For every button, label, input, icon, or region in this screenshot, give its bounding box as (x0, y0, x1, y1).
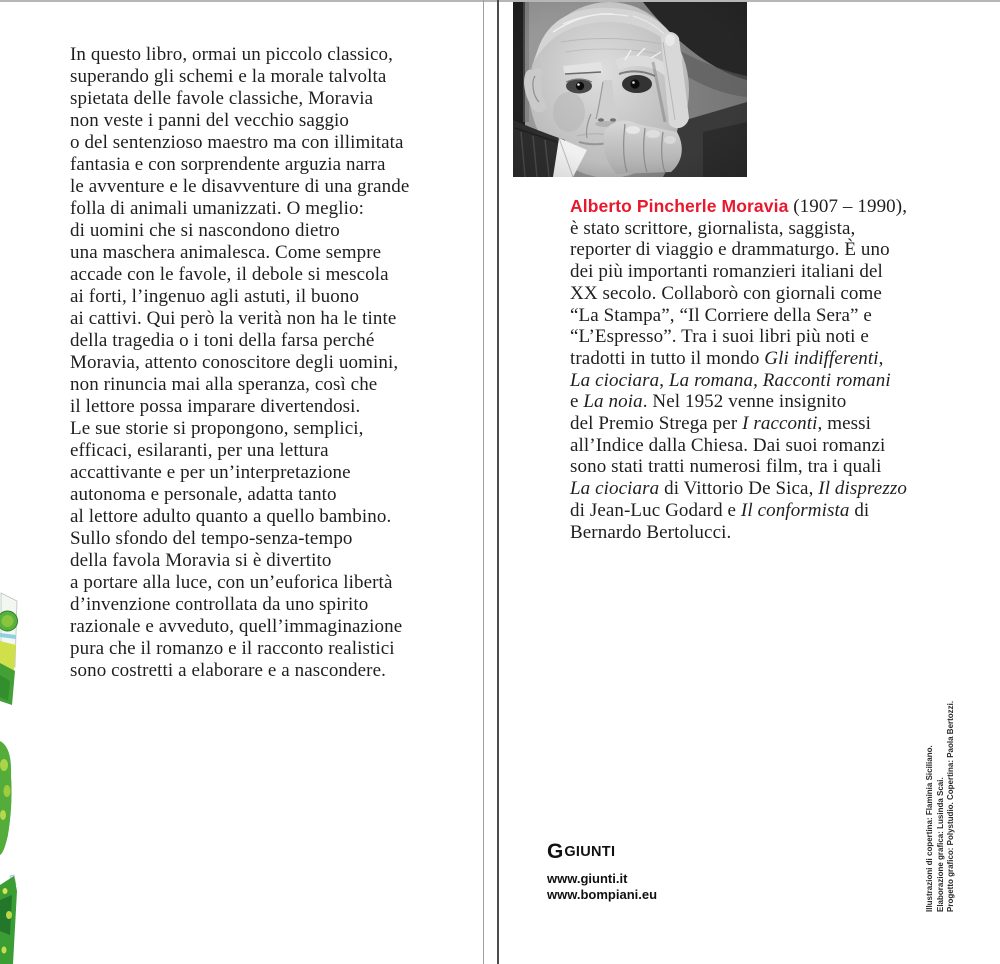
text-line: sono costretti a elaborare e a nascondere. (70, 660, 386, 681)
publisher-websites (547, 871, 657, 902)
text-line: razionale e avveduto, quell’immaginazione (70, 616, 403, 637)
back-cover-blurb (70, 44, 409, 682)
text-line: Progetto grafico: Polystudio. Copertina: Paola Bertozzi. (946, 700, 955, 912)
text-line: superando gli schemi e la morale talvolta (70, 66, 387, 87)
text-line: di Jean-Luc Godard e Il conformista di (570, 499, 870, 521)
text-line: Bernardo Bertolucci. (570, 521, 732, 543)
author-photo (513, 2, 747, 177)
text-line: le avventure e le disavventure di una grande (70, 176, 410, 197)
author-name: Alberto Pincherle Moravia (570, 196, 789, 216)
production-credits (925, 682, 957, 912)
website-giunti: www.giunti.it (547, 871, 628, 886)
text-line: Illustrazioni di copertina: Flaminia Siciliano. (925, 745, 934, 912)
text-line: di uomini che si nascondono dietro (70, 220, 340, 241)
text-line: dei più importanti romanzieri italiani del (570, 261, 883, 283)
text-line: pura che il romanzo e il racconto realistici (70, 638, 395, 659)
text-line: La ciociara di Vittorio De Sica, Il disprezzo (570, 478, 907, 500)
author-bio (570, 196, 907, 543)
text-line: “L’Espresso”. Tra i suoi libri più noti e (570, 326, 869, 348)
text-line: ai cattivi. Qui però la verità non ha le tinte (70, 308, 397, 329)
text-line: In questo libro, ormai un piccolo classico, (70, 44, 394, 65)
giunti-logo (547, 842, 657, 862)
text-line: non rinuncia mai alla speranza, così che (70, 374, 378, 395)
text-line: il lettore possa imparare divertendosi. (70, 396, 361, 417)
text-line: è stato scrittore, giornalista, saggista, (570, 217, 856, 239)
text-line: una maschera animalesca. Come sempre (70, 242, 382, 263)
text-line: del Premio Strega per I racconti, messi (570, 413, 871, 435)
text-line: o del sentenzioso maestro ma con illimitata (70, 132, 404, 153)
text-line: Elaborazione grafica: Lusinda Scai. (935, 777, 945, 912)
fold-line-right (497, 0, 499, 964)
text-line: a portare alla luce, con un’euforica libertà (70, 572, 393, 593)
text-line: ai forti, l’ingenuo agli astuti, il buono (70, 286, 360, 307)
giunti-logo-text: GIUNTI (564, 844, 616, 860)
text-line: della tragedia o i toni della farsa perché (70, 330, 375, 351)
text-line: Sullo sfondo del tempo-senza-tempo (70, 528, 353, 549)
text-line: reporter di viaggio e drammaturgo. È uno (570, 239, 890, 261)
fold-line-left (483, 0, 484, 964)
giunti-g-icon: G (547, 840, 563, 863)
text-line: accade con le favole, il debole si mescola (70, 264, 389, 285)
text-line: Moravia, attento conoscitore degli uomini, (70, 352, 399, 373)
text-line: autonoma e personale, adatta tanto (70, 484, 337, 505)
website-bompiani: www.bompiani.eu (547, 886, 658, 902)
top-edge-line (0, 0, 1000, 2)
text-line: spietata delle favole classiche, Moravia (70, 88, 374, 109)
text-line: folla di animali umanizzati. O meglio: (70, 198, 364, 219)
text-line: Le sue storie si propongono, semplici, (70, 418, 364, 439)
text-line: XX secolo. Collaborò con giornali come (570, 282, 882, 304)
text-line: e La noia. Nel 1952 venne insignito (570, 391, 847, 413)
text-line: Alberto Pincherle Moravia (1907 – 1990), (570, 196, 908, 217)
publisher-block (547, 842, 657, 902)
text-line: al lettore adulto quanto a quello bambino. (70, 506, 392, 527)
text-line: tradotti in tutto il mondo Gli indifferenti, (570, 347, 884, 369)
text-line: d’invenzione controllata da uno spirito (70, 594, 369, 615)
text-line: della favola Moravia si è divertito (70, 550, 332, 571)
text-line: non veste i panni del vecchio saggio (70, 110, 350, 131)
text-line: “La Stampa”, “Il Corriere della Sera” e (570, 304, 872, 326)
text-line: accattivante e per un’interpretazione (70, 462, 351, 483)
cover-illustration-edge (0, 555, 24, 964)
text-line: La ciociara, La romana, Racconti romani (570, 369, 891, 391)
text-line: all’Indice dalla Chiesa. Dai suoi romanzi (570, 434, 886, 456)
text-line: sono stati tratti numerosi film, tra i quali (570, 456, 882, 478)
text-line: fantasia e con sorprendente arguzia narra (70, 154, 386, 175)
text-line: efficaci, esilaranti, per una lettura (70, 440, 329, 461)
